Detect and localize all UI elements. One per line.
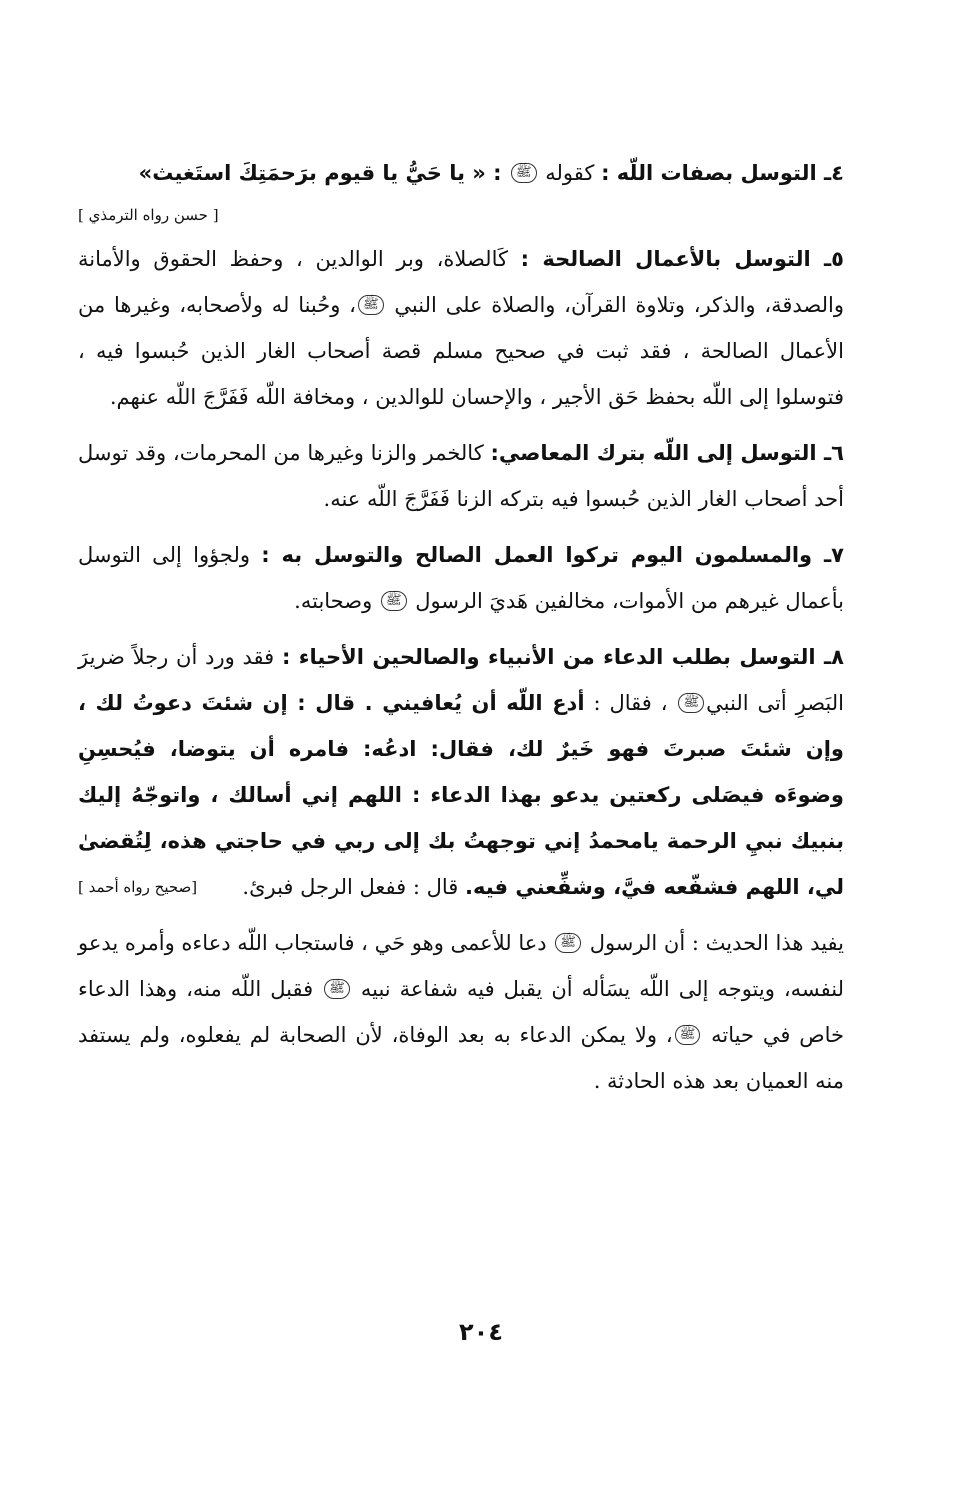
page-number: ٢٠٤ xyxy=(459,1318,503,1346)
salla-icon: ﷺ xyxy=(381,591,407,611)
salla-icon: ﷺ xyxy=(678,693,704,713)
item-4 xyxy=(78,150,844,196)
salla-icon: ﷺ xyxy=(511,163,537,183)
item-7-text-a: ولجؤوا إلى التوسل بأعمال غيرهم من الأموات، مخالفين هَديَ الرسول xyxy=(78,543,844,613)
item-6-heading: ٦ـ التوسل إلى اللّه بترك المعاصي: xyxy=(490,441,844,465)
note-text-c: فقبل اللّه منه، وهذا الدعاء خاص في حياته xyxy=(78,977,844,1047)
salla-icon: ﷺ xyxy=(555,933,581,953)
salla-icon: ﷺ xyxy=(358,295,384,315)
item-7-heading: ٧ـ والمسلمون اليوم تركوا العمل الصالح والتوسل به : xyxy=(261,543,844,567)
item-5-text-b: ، وحُبنا له ولأصحابه، وغيرها من الأعمال الصالحة ، فقد ثبت في صحيح مسلم قصة أصحاب الغار الذين حُبسوا فيه ، فتوسلوا إلى اللّه بحفظ حَق الأجير ، والإحسان للوالدين ، ومخافة اللّه فَفَرَّجَ اللّه عنهم. xyxy=(78,293,844,409)
page-body xyxy=(78,150,844,1114)
note-text-b: دعا للأعمى وهو حَي ، فاستجاب اللّه دعاءه وأمره يدعو لنفسه، ويتوجه إلى اللّه يسَأله أن يقبل فيه شفاعة نبيه xyxy=(78,931,845,1001)
item-8-citation: [صحيح رواه أحمد ] xyxy=(78,878,198,896)
note-paragraph xyxy=(78,920,844,1104)
item-4-citation: [ حسن رواه الترمذي ] xyxy=(78,206,219,224)
salla-icon: ﷺ xyxy=(675,1025,701,1045)
note-text-a: يفيد هذا الحديث : أن الرسول xyxy=(583,931,844,955)
item-8-text-b: ، فقال : xyxy=(584,691,677,715)
item-4-intro: كقوله xyxy=(538,161,602,185)
item-7 xyxy=(78,532,844,624)
item-8 xyxy=(78,634,844,910)
item-6 xyxy=(78,430,844,522)
item-8-hadith: أدع اللّه أن يُعافيني . قال : إن شئتَ دعوتُ لك ، وإن شئتَ صبرتَ فهو خَيرٌ لك، فقال: ادعُه: فامره أن يتوضا، فيُحسِنِ وضوءَه فيصَلى ركعتين يدعو بهذا الدعاء : اللهم إني أسالك ، واتوجّهُ إليك بنبيك نبيِ الرحمة يامحمدُ إني توجهتُ بك إلى ربي في حاجتي هذه، لِتُقضىٰ لي، اللهم فشفّعه فيَّ، وشفِّعني فيه. xyxy=(78,691,844,899)
item-6-text: كالخمر والزنا وغيرها من المحرمات، وقد توسل أحد أصحاب الغار الذين حُبسوا فيه بتركه الزنا فَفَرَّجَ اللّه عنه. xyxy=(78,441,844,511)
item-5 xyxy=(78,236,844,420)
item-8-heading: ٨ـ التوسل بطلب الدعاء من الأنبياء والصالحين الأحياء : xyxy=(281,645,844,669)
item-5-text-a: كَالصلاة، وبر الوالدين ، وحفظ الحقوق والأمانة والصدقة، والذكر، وتلاوة القرآن، والصلاة على النبي xyxy=(78,247,845,317)
item-8-text-a: فقد ورد أن رجلاً ضريرَ البَصرِ أتى النبي xyxy=(78,645,845,715)
item-8-text-c: قال : ففعل الرجل فبرئ. xyxy=(242,875,466,899)
note-text-d: ، ولا يمكن الدعاء به بعد الوفاة، لأن الصحابة لم يفعلوه، ولم يستفد منه العميان بعد هذه الحادثة . xyxy=(78,1023,844,1093)
item-4-quote: : « يا حَيُّ يا قيوم برَحمَتِكَ استَغيث» xyxy=(138,161,509,185)
salla-icon: ﷺ xyxy=(324,979,350,999)
item-7-text-b: وصحابته. xyxy=(294,589,379,613)
item-5-heading: ٥ـ التوسل بالأعمال الصالحة : xyxy=(520,247,844,271)
item-4-heading: ٤ـ التوسل بصفات اللّه : xyxy=(601,161,844,185)
